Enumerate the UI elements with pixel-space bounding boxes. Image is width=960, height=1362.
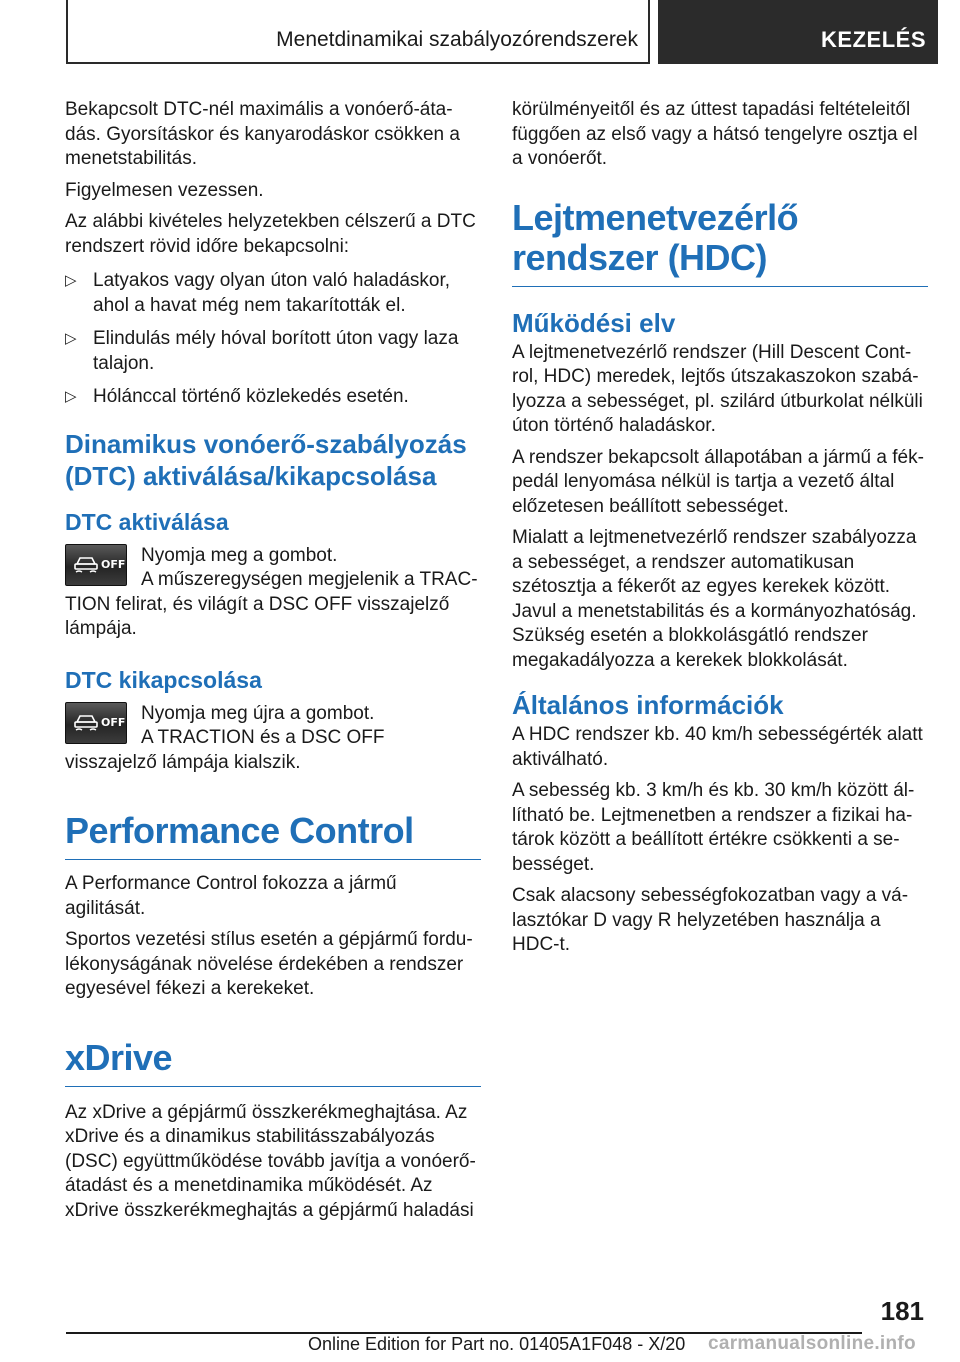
page-header: [66, 0, 938, 64]
paragraph: A sebesség kb. 3 km/h és kb. 30 km/h között állítható be. Lejtmenetben a rendszer a fizikai határok között a beállított értékre csökkenti a sebességet.: [512, 780, 915, 875]
right-column: [512, 98, 928, 965]
paragraph: A TRACTION és a DSC OFF visszajelző lámpája kialszik.: [65, 727, 385, 773]
paragraph: Nyomja meg újra a gombot.: [141, 702, 375, 724]
bullet-list: [65, 269, 481, 410]
paragraph: Sportos vezetési stílus esetén a gépjármű fordulékonyságának növelése érdekében a rendszer egyesével fékezi a kerekeket.: [65, 929, 473, 999]
dtc-off-button-icon: [65, 544, 127, 586]
skidding-car-icon: [73, 554, 99, 574]
paragraph: Az xDrive a gépjármű összkerékmeghajtása. Az xDrive és a dinamikus stabilitásszabályozás (DSC) együttműködése tovább javítja a vonóerő-átadást és a menetdinamika működését. Az xDrive összkerékmeghajtás a gépjármű haladási: [65, 1101, 476, 1221]
paragraph: körülményeitől és az úttest tapadási feltételeitől függően az első vagy a hátsó tengelyre osztja el a vonóerőt.: [512, 99, 918, 169]
paragraph: Figyelmesen vezessen.: [65, 179, 264, 201]
paragraph: [65, 575, 481, 599]
section-title-box: [66, 0, 650, 64]
section-heading-xdrive: xDrive: [65, 1038, 481, 1087]
triangle-bullet-icon: ▷: [65, 330, 77, 347]
left-column: [65, 98, 481, 1230]
paragraph: Nyomja meg a gombot.: [141, 544, 338, 566]
subheading-dtc-activate: DTC aktiválása: [65, 508, 229, 535]
list-item: ▷ Elindulás mély hóval borított úton vagy laza talajon.: [65, 328, 459, 374]
paragraph: Mialatt a lejtmenetvezérlő rendszer szabályozza a sebességet, a rendszer automatikusan szétosztja a fékerőt az egyes kerekek között. Javul a menetstabilitás és a kormányozhatóság. Szükség esetén a blokkolásgátló rendszer megakadályozza a kerekek blokkolását.: [512, 527, 917, 671]
paragraph: A rendszer bekapcsolt állapotában a jármű a fékpedál lenyomása nélkül is tartja a vezető által előzetesen beállított sebességet.: [512, 446, 924, 517]
subheading-dtc-deactivate: DTC kikapcsolása: [65, 666, 262, 693]
page-number: 181: [880, 1296, 924, 1326]
list-item: ▷ Hólánccal történő közlekedés esetén.: [65, 385, 481, 410]
paragraph: A HDC rendszer kb. 40 km/h sebességérték alatt aktiválható.: [512, 724, 923, 770]
skidding-car-icon: [73, 712, 99, 732]
section-title: Menetdinamikai szabályozórendszerek: [276, 28, 638, 51]
paragraph: A műszeregységen megjelenik a TRACTION felirat, és világít a DSC OFF visszajelző lámpája.: [65, 569, 478, 639]
dtc-off-button-icon: [65, 702, 127, 744]
section-heading-performance-control: Performance Control: [65, 811, 481, 860]
paragraph: Az alábbi kivételes helyzetekben célszerű a DTC rendszert rövid időre bekapcsolni:: [65, 211, 476, 257]
paragraph: A lejtmenetvezérlő rendszer (Hill Descent Control, HDC) meredek, lejtős útszakaszokon szabályozza a sebességet, pl. szilárd útburkolat nélküli úton történő haladáskor.: [512, 341, 923, 436]
watermark: carmanualsonline.info: [708, 1333, 916, 1354]
footer-edition: Online Edition for Part no. 01405A1F048 - X/20: [308, 1334, 686, 1354]
paragraph: Bekapcsolt DTC-nél maximális a vonóerő-átadás. Gyorsításkor és kanyarodáskor csökken a menetstabilitás.: [65, 99, 460, 169]
triangle-bullet-icon: ▷: [65, 388, 77, 405]
paragraph: A Performance Control fokozza a jármű agilitását.: [65, 873, 397, 919]
subheading-operating-principle: Működési elv: [512, 307, 676, 338]
subheading-general-info: Általános információk: [512, 690, 784, 720]
paragraph: Csak alacsony sebességfokozatban vagy a választókar D vagy R helyzetében használja a HDC-t.: [512, 885, 909, 955]
dtc-activate-block: [65, 544, 481, 600]
chapter-title: KEZELÉS: [821, 27, 926, 52]
off-label: OFF: [101, 715, 126, 729]
section-heading-hdc: Lejtmenetvezérlő rendszer (HDC): [512, 198, 928, 287]
section-heading-dtc: Dinamikus vonóerő-szabályozás (DTC) aktiválása/kikapcsolása: [65, 428, 467, 491]
paragraph: [65, 733, 481, 757]
list-item: ▷ Latyakos vagy olyan úton való haladáskor, ahol a havat még nem takarították el.: [65, 270, 451, 316]
chapter-tab: [658, 0, 938, 64]
dtc-deactivate-block: [65, 702, 481, 758]
triangle-bullet-icon: ▷: [65, 272, 77, 289]
off-label: OFF: [101, 557, 126, 571]
